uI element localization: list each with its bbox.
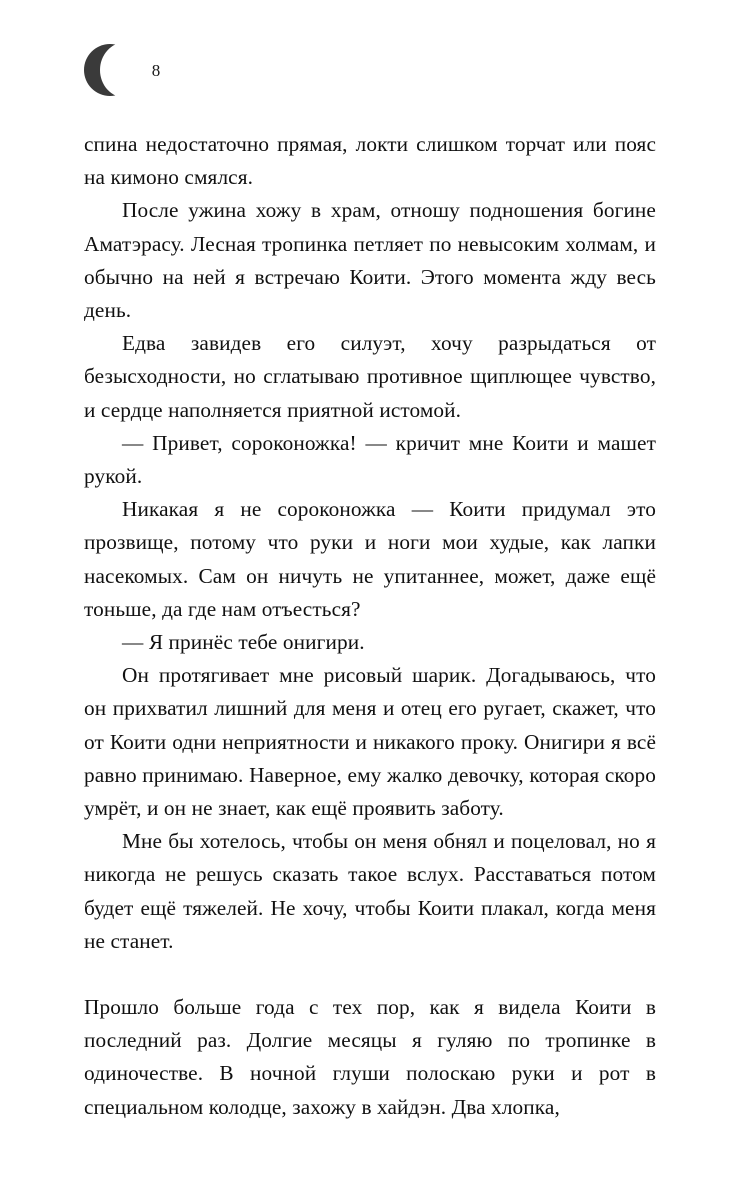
paragraph: После ужина хожу в храм, отношу подношения богине Аматэрасу. Лесная тропинка петляет по невысоким холмам, и обычно на ней я встречаю Коити. Этого момента жду весь день. <box>84 198 656 323</box>
page-body <box>84 128 656 1124</box>
paragraph: Никакая я не сороконожка — Коити придумал это прозвище, потому что руки и ноги мои худые, как лапки насекомых. Сам он ничуть не упитаннее, может, даже ещё тоньше, да где нам отъесться? <box>84 497 656 621</box>
paragraph: — Я принёс тебе онигири. <box>122 630 365 655</box>
paragraph: Едва завидев его силуэт, хочу разрыдаться от безысходности, но сглатываю противное щиплющее чувство, и сердце наполняется приятной истомой. <box>84 331 656 422</box>
page-number: 8 <box>151 61 161 80</box>
page-header <box>84 44 184 100</box>
paragraph: — Привет, сороконожка! — кричит мне Коити и машет рукой. <box>84 430 656 489</box>
crescent-moon-icon <box>84 44 136 96</box>
paragraph: Мне бы хотелось, чтобы он меня обнял и поцеловал, но я никогда не решусь сказать такое вслух. Расставаться потом будет ещё тяжелей. Не хочу, чтобы Коити плакал, когда меня не станет. <box>84 829 656 953</box>
paragraph: спина недостаточно прямая, локти слишком торчат или пояс на кимоно смялся. <box>84 132 656 190</box>
paragraph: Прошло больше года с тех пор, как я видела Коити в последний раз. Долгие месяцы я гуляю по тропинке в одиночестве. В ночной глуши полоскаю руки и рот в специальном колодце, захожу в хайдэн. Два хлопка, <box>84 995 656 1119</box>
paragraph: Он протягивает мне рисовый шарик. Догадываюсь, что он прихватил лишний для меня и отец его ругает, скажет, что от Коити одни неприятности и никакого проку. Онигири я всё равно принимаю. Наверное, ему жалко девочку, которая скоро умрёт, и он не знает, как ещё проявить заботу. <box>84 663 656 821</box>
